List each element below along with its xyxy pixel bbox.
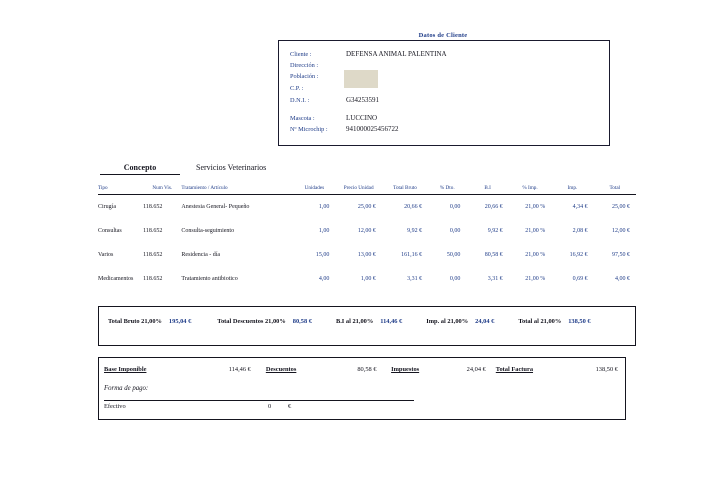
client-field-cp-label: C.P. : — [290, 84, 304, 92]
payment-amount-value: 0 — [268, 403, 272, 410]
cell-unidades: 4,00 — [318, 276, 330, 282]
totals-box — [98, 306, 636, 346]
totals-descuentos-label: Total Descuentos 21,00% — [217, 318, 286, 325]
summary-total-factura-value: 138,50 € — [595, 366, 618, 373]
cell-bi: 80,58 € — [484, 252, 503, 258]
table-row — [98, 195, 636, 220]
items-header-bi: B.I — [466, 183, 508, 195]
cell-unidades: 15,00 — [315, 252, 330, 258]
cell-num-vis: 118.652 — [143, 252, 163, 258]
cell-imp: 16,92 € — [569, 252, 588, 258]
cell-bi: 9,92 € — [487, 228, 503, 234]
items-table — [98, 183, 636, 291]
client-field-list — [290, 50, 600, 137]
cell-tipo: Medicamentos — [98, 276, 134, 282]
cell-total-bruto: 9,92 € — [407, 228, 423, 234]
client-field-cp — [290, 85, 600, 97]
summary-line — [104, 366, 618, 373]
payment-method-value: Efectivo — [104, 403, 126, 410]
client-field-microchip — [290, 125, 600, 137]
client-field-poblacion-label: Población : — [290, 73, 319, 80]
client-field-cliente — [290, 50, 600, 62]
items-header-unidades: Unidades — [293, 183, 335, 195]
cell-precio-unidad: 12,00 € — [357, 228, 376, 234]
items-header-tratamiento: Tratamiento / Artículo — [181, 183, 293, 195]
cell-pct-imp: 21,00 % — [525, 252, 546, 258]
table-row — [98, 219, 636, 243]
cell-tipo: Cirugía — [98, 204, 116, 210]
summary-base-imponible-label: Base Imponible — [104, 366, 147, 373]
cell-imp: 0,69 € — [572, 276, 588, 282]
cell-total-bruto: 20,66 € — [404, 204, 423, 210]
cell-tratamiento: Consulta-seguimiento — [181, 228, 235, 234]
cell-unidades: 1,00 — [318, 228, 330, 234]
client-field-cliente-value: DEFENSA ANIMAL PALENTINA — [346, 50, 447, 58]
client-field-dni — [290, 96, 600, 108]
totals-bi-label: B.I al 21,00% — [335, 318, 374, 325]
client-field-dni-label: D.N.I. : — [290, 97, 310, 104]
cell-tipo: Varios — [98, 252, 114, 258]
concepto-label: Concepto — [100, 163, 180, 175]
client-field-mascota — [290, 114, 600, 126]
client-field-dni-value: G34253591 — [346, 96, 380, 104]
cell-total: 97,50 € — [612, 252, 630, 258]
cell-num-vis: 118.652 — [143, 276, 163, 282]
cell-tipo: Consultas — [98, 228, 122, 234]
items-header-total-bruto: Total Bruto — [382, 183, 428, 195]
totals-total-value: 138,50 € — [568, 318, 591, 325]
cell-precio-unidad: 13,00 € — [357, 252, 376, 258]
cell-tratamiento: Tratamiento antibiotico — [181, 276, 238, 282]
cell-total-bruto: 161,16 € — [401, 252, 423, 258]
cell-num-vis: 118.652 — [143, 204, 163, 210]
totals-descuentos-value: 80,58 € — [292, 318, 312, 325]
totals-imp-value: 24,04 € — [475, 318, 495, 325]
client-field-cliente-label: Cliente : — [290, 51, 312, 58]
summary-impuestos-label: Impuestos — [391, 366, 420, 373]
cell-unidades: 1,00 — [318, 204, 330, 210]
payment-currency-symbol: € — [288, 403, 292, 410]
items-header-pct-dto: % Dto. — [428, 183, 466, 195]
concepto-section — [100, 157, 630, 175]
forma-de-pago-divider — [104, 400, 414, 401]
cell-imp: 4,34 € — [572, 204, 588, 210]
totals-bi-value: 114,46 € — [380, 318, 403, 325]
totals-imp-label: Imp. al 21,00% — [426, 318, 469, 325]
items-header-precio-unidad: Precio Unidad — [335, 183, 381, 195]
totals-total-bruto-label: Total Bruto 21,00% — [108, 318, 162, 325]
cell-total: 25,00 € — [612, 204, 630, 210]
client-field-microchip-value: 941000025456722 — [346, 125, 399, 133]
cell-pct-dto: 0,00 — [449, 204, 461, 210]
items-header-tipo: Tipo — [98, 183, 143, 195]
client-section-title: Datos de Cliente — [418, 32, 468, 39]
client-field-direccion-label: Dirección : — [290, 61, 319, 69]
table-row — [98, 243, 636, 267]
items-header-imp: Imp. — [551, 183, 593, 195]
totals-row — [98, 318, 634, 325]
summary-total-factura-label: Total Factura — [495, 366, 534, 373]
summary-impuestos-value: 24,04 € — [466, 366, 486, 373]
cell-total: 12,00 € — [612, 228, 630, 234]
forma-de-pago-label: Forma de pago: — [104, 385, 149, 392]
items-header-total: Total — [594, 183, 636, 195]
summary-descuentos-value: 80,58 € — [357, 366, 377, 373]
cell-pct-dto: 0,00 — [449, 228, 461, 234]
client-field-poblacion — [290, 73, 600, 85]
cell-num-vis: 118.652 — [143, 228, 163, 234]
items-table-header-row — [98, 183, 636, 195]
totals-total-bruto-value: 195,04 € — [168, 318, 192, 325]
cell-bi: 20,66 € — [484, 204, 503, 210]
client-field-direccion — [290, 62, 600, 74]
cell-pct-dto: 0,00 — [449, 276, 461, 282]
cell-tratamiento: Anestesia General- Pequeño — [181, 204, 250, 210]
client-field-mascota-value: LUCCINO — [346, 113, 378, 122]
cell-pct-imp: 21,00 % — [525, 276, 546, 282]
cell-pct-dto: 50,00 — [446, 252, 461, 258]
summary-base-imponible-value: 114,46 € — [228, 366, 251, 373]
cell-total-bruto: 3,31 € — [407, 276, 423, 282]
items-header-pct-imp: % Imp. — [509, 183, 552, 195]
concepto-value: Servicios Veterinarios — [196, 163, 267, 172]
summary-descuentos-label: Descuentos — [265, 366, 297, 373]
cell-tratamiento: Residencia - día — [181, 252, 221, 258]
totals-total-label: Total al 21,00% — [518, 318, 562, 325]
client-field-microchip-label: Nº Microchip : — [290, 126, 328, 133]
cell-total: 4,00 € — [615, 276, 630, 282]
cell-imp: 2,08 € — [572, 228, 588, 234]
items-header-num-vis: Num Vis. — [143, 183, 181, 195]
cell-pct-imp: 21,00 % — [525, 204, 546, 210]
cell-precio-unidad: 1,00 € — [360, 276, 376, 282]
cell-bi: 3,31 € — [487, 276, 503, 282]
cell-precio-unidad: 25,00 € — [357, 204, 376, 210]
table-row — [98, 267, 636, 291]
cell-pct-imp: 21,00 % — [525, 228, 546, 234]
client-field-mascota-label: Mascota : — [290, 114, 315, 122]
